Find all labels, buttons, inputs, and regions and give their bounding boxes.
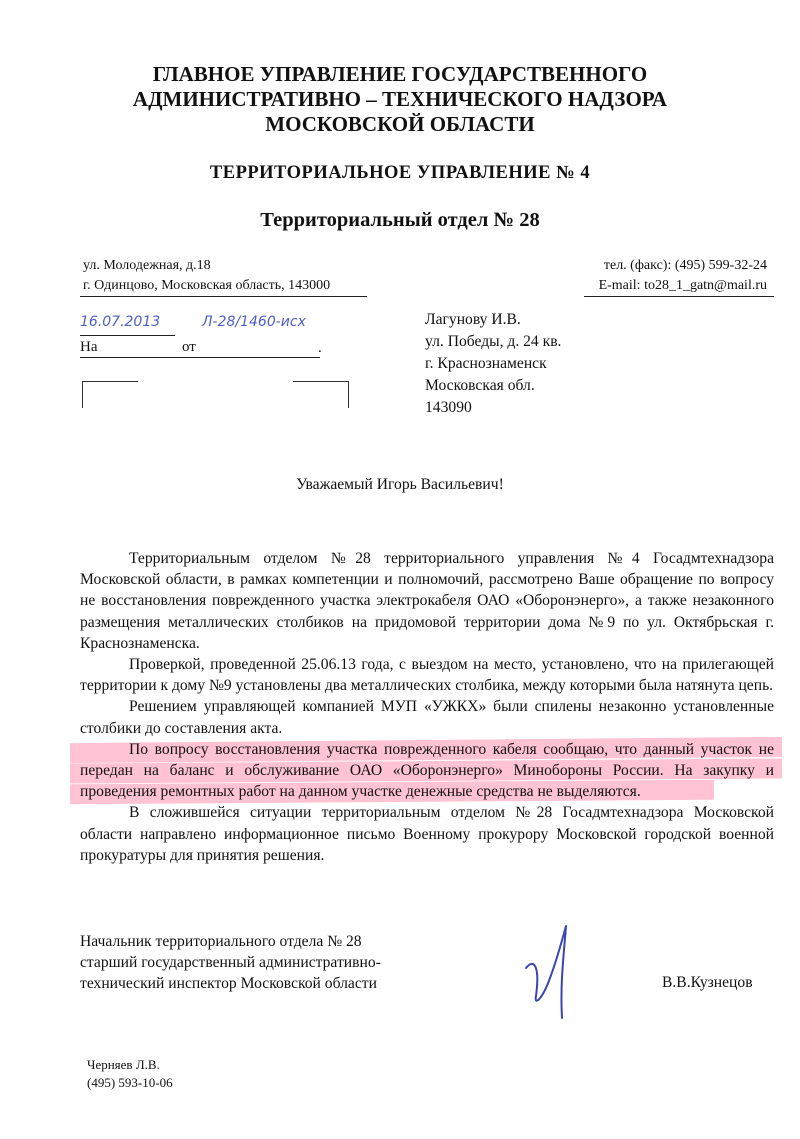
executor-block — [87, 1056, 173, 1092]
window-corner-left — [82, 381, 138, 408]
body-paragraph-1: Территориальным отделом №28 территориального управления №4 Госадмтехнадзора Московской области, в рамках компетенции и полномочий, рассмотрено Ваше обращение по вопросу не восстановления поврежденного участка электрокабеля ОАО «Оборонэнерго», а также незаконного размещения металлических столбиков на придомовой территории дома №9 по ул. Октябрьская г. Краснознаменска. — [80, 550, 774, 652]
address-underline-right — [584, 296, 774, 297]
recipient-postcode: 143090 — [425, 399, 472, 416]
recipient-city: г. Краснознаменск — [425, 355, 547, 372]
body-paragraph-2: Проверкой, проведенной 25.06.13 года, с выездом на место, установлено, что на прилегающей территории к дому №9 установлены два металлических столбика, между которыми была натянута цепь. — [80, 656, 774, 695]
signatory-name: В.В.Кузнецов — [662, 974, 753, 991]
address-line-2: г. Одинцово, Московская область, 143000 — [83, 278, 331, 293]
recipient-region: Московская обл. — [425, 377, 535, 394]
highlighted-paragraph — [80, 739, 774, 803]
body-paragraph-4: По вопросу восстановления участка поврежденного кабеля сообщаю, что данный участок не передан на баланс и обслуживание ОАО «Оборонэнерго» Минобороны России. На закупку и проведения ремонтных работ на данном участке денежные средства не выделяются. — [80, 740, 774, 801]
body-paragraph-5: В сложившейся ситуации территориальным отделом №28 Госадмтехнадзора Московской области направлено информационное письмо Военному прокурору Московской городской военной прокуратуры для принятия решения. — [80, 804, 774, 864]
org-line-1: ГЛАВНОЕ УПРАВЛЕНИЕ ГОСУДАРСТВЕННОГО — [152, 62, 648, 86]
handwritten-signature — [520, 918, 590, 1028]
signatory-title-line-3: технический инспектор Московской области — [80, 975, 377, 992]
address-underline-left — [80, 296, 367, 297]
recipient-block — [425, 309, 561, 419]
division-title: Территориальный отдел № 28 — [260, 209, 540, 231]
email-address: E-mail: to28_1_gatn@mail.ru — [598, 278, 767, 293]
sender-address — [83, 256, 330, 296]
phone-fax: тел. (факс): (495) 599-32-24 — [603, 258, 767, 273]
recipient-street: ул. Победы, д. 24 кв. — [425, 333, 562, 350]
signatory-title — [80, 931, 381, 994]
recipient-name: Лагунову И.В. — [425, 311, 521, 328]
body-paragraph-3: Решением управляющей компанией МУП «УЖКХ» были спилены незаконно установленные столбики до составления акта. — [80, 698, 774, 737]
signatory-title-line-2: старший государственный административно- — [80, 954, 381, 971]
department-title: ТЕРРИТОРИАЛЬНОЕ УПРАВЛЕНИЕ № 4 — [209, 163, 591, 183]
letterhead-organization — [0, 62, 800, 137]
handwritten-reference-number: Л-28/1460-исх — [202, 314, 306, 330]
window-corner-right — [293, 381, 349, 408]
ref-trailing-dot: . — [318, 340, 322, 356]
sender-contacts — [599, 256, 767, 296]
letter-body — [80, 548, 774, 866]
org-line-3: МОСКОВСКОЙ ОБЛАСТИ — [265, 112, 535, 136]
signatory-title-line-1: Начальник территориального отдела № 28 — [80, 933, 362, 950]
executor-name: Черняев Л.В. — [87, 1057, 160, 1072]
salutation: Уважаемый Игорь Васильевич! — [296, 476, 504, 493]
handwritten-date: 16.07.2013 — [80, 314, 161, 330]
ref-from-label: от — [182, 339, 196, 355]
org-line-2: АДМИНИСТРАТИВНО – ТЕХНИЧЕСКОГО НАДЗОРА — [132, 87, 668, 111]
ref-date-line — [80, 357, 320, 358]
ref-number-line — [80, 335, 175, 336]
address-line-1: ул. Молодежная, д.18 — [83, 258, 211, 273]
ref-on-label: На — [80, 339, 98, 355]
executor-phone: (495) 593-10-06 — [87, 1075, 173, 1090]
